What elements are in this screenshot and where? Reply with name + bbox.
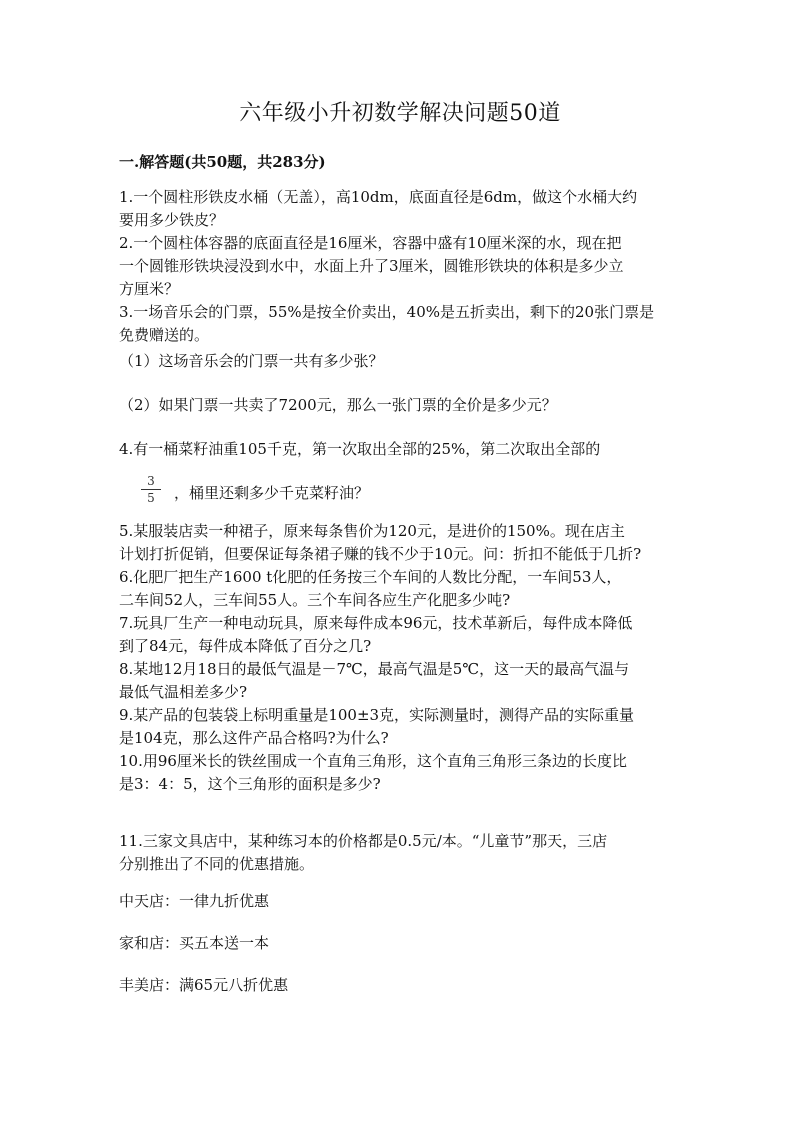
text-line: 计划打折促销，但要保证每条裙子赚的钱不少于10元。问：折扣不能低于几折? (119, 545, 642, 563)
store-offer-1: 中天店：一律九折优惠 (119, 892, 270, 910)
text-line: 方厘米？ (119, 280, 180, 298)
store-offer-2: 家和店：买五本送一本 (119, 934, 270, 952)
questions-5-to-10 (119, 520, 699, 796)
text-line: 到了84元，每件成本降低了百分之几? (119, 637, 372, 655)
fraction-bar (141, 489, 161, 490)
text-line: 8.某地12月18日的最低气温是－7℃，最高气温是5℃，这一天的最高气温与 (119, 660, 630, 678)
question-3-sub-2: （2）如果门票一共卖了7200元，那么一张门票的全价是多少元？ (119, 396, 557, 414)
store-offer-3: 丰美店：满65元八折优惠 (119, 976, 289, 994)
text-line: 2.一个圆柱体容器的底面直径是16厘米，容器中盛有10厘米深的水，现在把 (119, 234, 622, 252)
text-line: 7.玩具厂生产一种电动玩具，原来每件成本96元，技术革新后，每件成本降低 (119, 614, 633, 632)
text-line: 一个圆锥形铁块浸没到水中，水面上升了3厘米，圆锥形铁块的体积是多少立 (119, 257, 624, 275)
question-3-sub-1: （1）这场音乐会的门票一共有多少张？ (119, 352, 384, 370)
fraction-denominator: 5 (147, 491, 155, 505)
question-1 (119, 186, 699, 232)
fraction (141, 474, 161, 505)
text-line: 6.化肥厂把生产1600 t化肥的任务按三个车间的人数比分配，一车间53人， (119, 568, 622, 586)
text-line: 二车间52人，三车间55人。三个车间各应生产化肥多少吨? (119, 591, 511, 609)
question-2 (119, 232, 699, 301)
text-line: 最低气温相差多少? (119, 683, 248, 701)
text-line: 9.某产品的包装袋上标明重量是100±3克，实际测量时，测得产品的实际重量 (119, 706, 635, 724)
text-line: 3.一场音乐会的门票，55%是按全价卖出，40%是五折卖出，剩下的20张门票是 (119, 303, 655, 321)
text-line: 免费赠送的。 (119, 326, 210, 344)
question-4-tail: ，桶里还剩多少千克菜籽油？ (174, 484, 370, 502)
fraction-numerator: 3 (147, 474, 155, 488)
text-line: 是104克，那么这件产品合格吗?为什么? (119, 729, 389, 747)
text-line: 要用多少铁皮？ (119, 211, 225, 229)
text-line: 11.三家文具店中，某种练习本的价格都是0.5元/本。“儿童节”那天，三店 (119, 832, 608, 850)
section-heading: 一.解答题(共50题，共283分) (119, 153, 326, 171)
question-3 (119, 301, 699, 347)
text-line: 1.一个圆柱形铁皮水桶（无盖），高10dm，底面直径是6dm，做这个水桶大约 (119, 188, 638, 206)
text-line: 10.用96厘米长的铁丝围成一个直角三角形，这个直角三角形三条边的长度比 (119, 752, 627, 770)
text-line: 5.某服装店卖一种裙子，原来每条售价为120元，是进价的150%。现在店主 (119, 522, 625, 540)
question-4: 4.有一桶菜籽油重105千克，第一次取出全部的25%，第二次取出全部的 (119, 440, 601, 458)
question-11 (119, 830, 699, 876)
text-line: 分别推出了不同的优惠措施。 (119, 855, 315, 873)
page-title: 六年级小升初数学解决问题50道 (239, 101, 561, 126)
text-line: 是3：4：5，这个三角形的面积是多少? (119, 775, 381, 793)
